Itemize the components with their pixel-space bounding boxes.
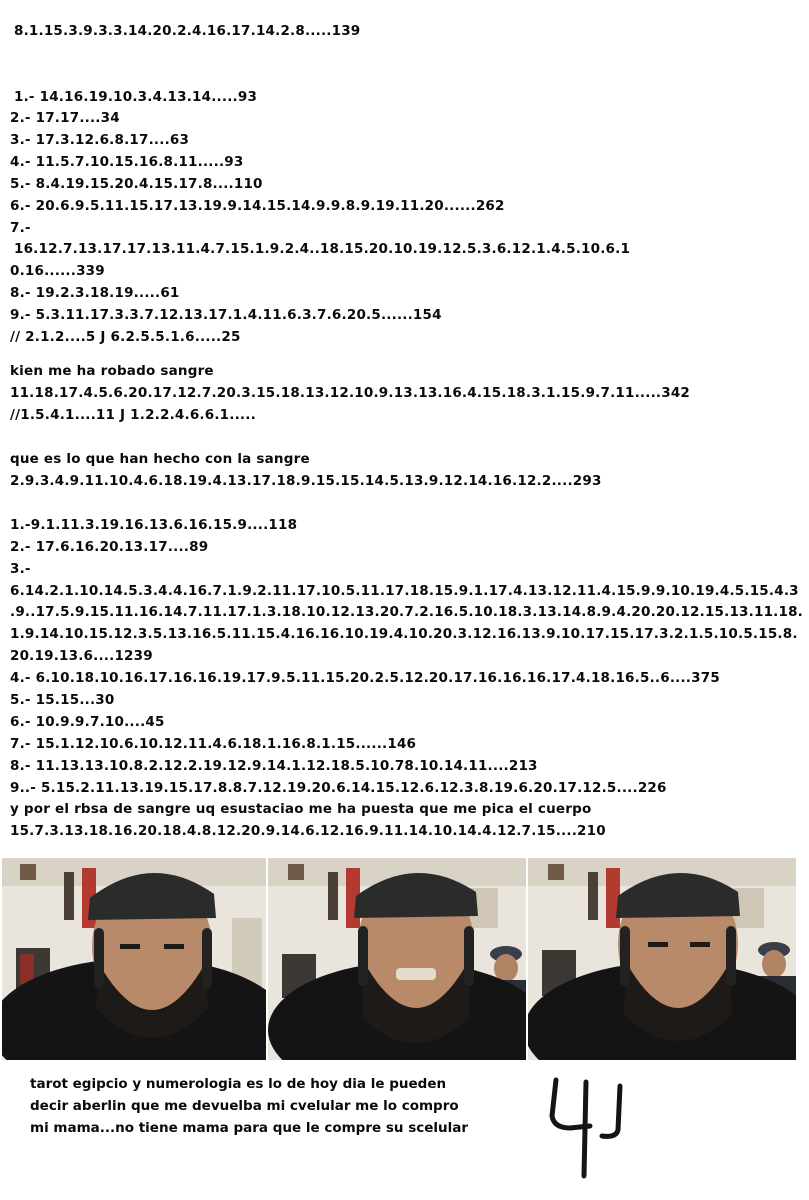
footer-line: mi mama...no tiene mama para que le compre su scelular: [30, 1120, 469, 1136]
text-line: 7.-: [10, 220, 31, 236]
text-line: 5.- 8.4.19.15.20.4.15.17.8....110: [10, 176, 263, 192]
text-line: 6.14.2.1.10.14.5.3.4.4.16.7.1.9.2.11.17.10.5.11.17.18.15.9.1.17.4.13.12.11.4.15.9.9.10.19.4.5.15.4.3: [10, 583, 799, 599]
text-line: 11.18.17.4.5.6.20.17.12.7.20.3.15.18.13.12.10.9.13.13.16.4.15.18.3.1.15.9.7.11.....342: [10, 385, 691, 401]
text-line: 2.- 17.17....34: [10, 110, 120, 126]
text-line: 1.- 14.16.19.10.3.4.13.14.....93: [14, 89, 258, 105]
text-line: 0.16......339: [10, 263, 105, 279]
text-line: 8.- 19.2.3.18.19.....61: [10, 285, 180, 301]
text-line: 2.9.3.4.9.11.10.4.6.18.19.4.13.17.18.9.15.15.14.5.13.9.12.14.16.12.2....293: [10, 473, 602, 489]
text-line: 8.- 11.13.13.10.8.2.12.2.19.12.9.14.1.12.18.5.10.78.10.14.11....213: [10, 758, 538, 774]
text-line: 5.- 15.15...30: [10, 692, 115, 708]
text-line: 6.- 10.9.9.7.10....45: [10, 714, 165, 730]
text-line: 9..- 5.15.2.11.13.19.15.17.8.8.7.12.19.20.6.14.15.12.6.12.3.8.19.6.20.17.12.5....226: [10, 780, 667, 796]
footer-line: decir aberlin que me devuelba mi cvelular me lo compro: [30, 1098, 459, 1114]
text-line: 20.19.13.6....1239: [10, 648, 153, 664]
text-line: 2.- 17.6.16.20.13.17....89: [10, 539, 209, 555]
text-line: 15.7.3.13.18.16.20.18.4.8.12.20.9.14.6.12.16.9.11.14.10.14.4.12.7.15....210: [10, 823, 606, 839]
text-line: // 2.1.2....5 J 6.2.5.5.1.6.....25: [10, 329, 241, 345]
text-line: //1.5.4.1....11 J 1.2.2.4.6.6.1.....: [10, 407, 256, 423]
text-heading: kien me ha robado sangre: [10, 363, 214, 379]
webcam-photo-3: [528, 858, 796, 1060]
text-line: 7.- 15.1.12.10.6.10.12.11.4.6.18.1.16.8.1.15......146: [10, 736, 417, 752]
text-line: 16.12.7.13.17.17.13.11.4.7.15.1.9.2.4..18.15.20.10.19.12.5.3.6.12.1.4.5.10.6.1: [14, 241, 631, 257]
text-line: 8.1.15.3.9.3.3.14.20.2.4.16.17.14.2.8.....139: [14, 23, 361, 39]
text-line: 1.-9.1.11.3.19.16.13.6.16.15.9....118: [10, 517, 298, 533]
webcam-photo-2: [268, 858, 526, 1060]
text-line: .9..17.5.9.15.11.16.14.7.11.17.1.3.18.10.12.13.20.7.2.16.5.10.18.3.13.14.8.9.4.20.20.12.15.13.11.18.: [10, 604, 803, 620]
text-heading: que es lo que han hecho con la sangre: [10, 451, 310, 467]
hand-drawn-symbol: [540, 1076, 630, 1180]
text-heading: y por el rbsa de sangre uq esustaciao me ha puesta que me pica el cuerpo: [10, 801, 592, 817]
text-line: 3.- 17.3.12.6.8.17....63: [10, 132, 190, 148]
text-line: 4.- 6.10.18.10.16.17.16.16.19.17.9.5.11.15.20.2.5.12.20.17.16.16.16.17.4.18.16.5..6....375: [10, 670, 720, 686]
text-line: 3.-: [10, 561, 31, 577]
footer-text: [30, 1073, 468, 1139]
text-line: 1.9.14.10.15.12.3.5.13.16.5.11.15.4.16.16.10.19.4.10.20.3.12.16.13.9.10.17.15.17.3.2.1.5.10.5.15.8.: [10, 626, 798, 642]
webcam-photo-1: [2, 858, 266, 1060]
text-line: 6.- 20.6.9.5.11.15.17.13.19.9.14.15.14.9.9.8.9.19.11.20......262: [10, 198, 505, 214]
text-line: 9.- 5.3.11.17.3.3.7.12.13.17.1.4.11.6.3.7.6.20.5......154: [10, 307, 442, 323]
footer-line: tarot egipcio y numerologia es lo de hoy dia le pueden: [30, 1076, 447, 1092]
text-line: 4.- 11.5.7.10.15.16.8.11.....93: [10, 154, 244, 170]
